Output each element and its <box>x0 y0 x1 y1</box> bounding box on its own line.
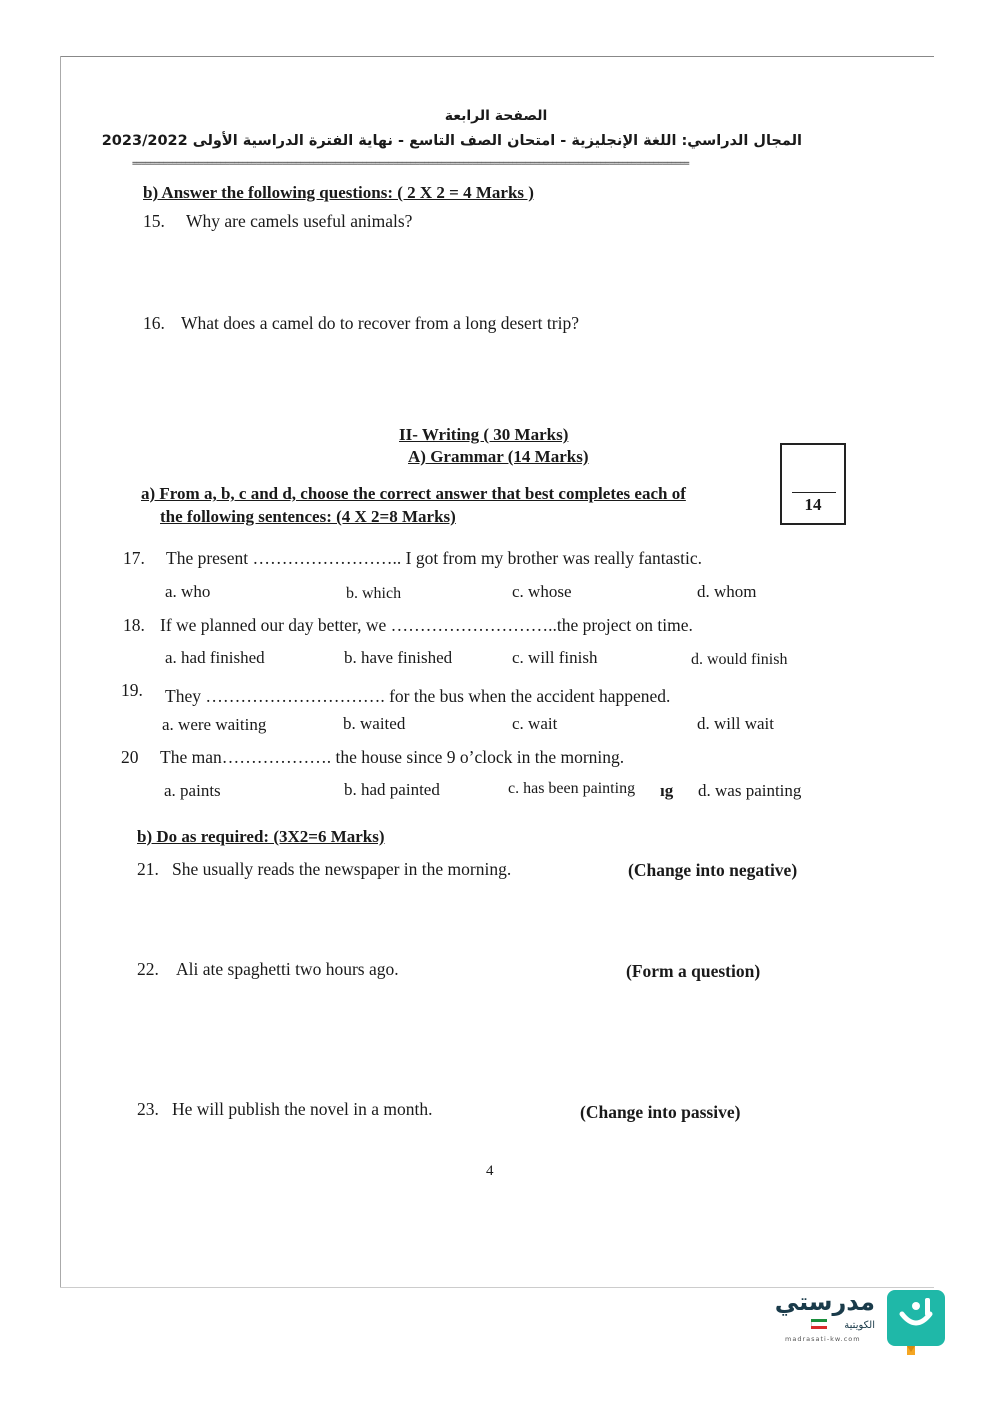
option: d. will wait <box>697 714 774 733</box>
question-number: 15. <box>143 211 165 231</box>
question-instruction: (Change into negative) <box>628 860 798 880</box>
section-b-title: b) Answer the following questions: ( 2 X 2 = 4 Marks ) <box>143 183 534 202</box>
scan-edge <box>60 56 61 1288</box>
score-line <box>792 492 836 493</box>
question-instruction: (Form a question) <box>626 961 761 981</box>
separator-dashes: ============================================================================================================================== <box>132 160 689 169</box>
page-border <box>60 56 934 57</box>
option: a. who <box>165 582 211 601</box>
logo-url: madrasati-kw.com <box>785 1335 861 1343</box>
logo-text: مدرستي <box>774 1288 875 1316</box>
question-instruction: (Change into passive) <box>580 1102 741 1122</box>
option: b. have finished <box>344 648 453 667</box>
question-number: 22. <box>137 959 159 979</box>
question-number: 16. <box>143 313 165 333</box>
page-number: 4 <box>486 1163 494 1179</box>
option: a. had finished <box>165 648 265 667</box>
question-number: 20 <box>121 747 139 767</box>
question-text: The present …………………….. I got from my brother was really fantastic. <box>166 548 703 568</box>
subject-line: المجال الدراسي: اللغة الإنجليزية - امتحان الصف التاسع - نهاية الفترة الدراسية الأولى 2023/2022 <box>101 133 802 149</box>
option: d. whom <box>697 582 757 601</box>
part-a-instruction-cont: the following sentences: (4 X 2=8 Marks) <box>160 507 456 526</box>
question-text: They …………………………. for the bus when the accident happened. <box>165 686 671 706</box>
option: c. has been painting <box>508 780 636 797</box>
logo-badge-icon <box>885 1288 947 1348</box>
question-number: 18. <box>123 615 145 635</box>
question-text: She usually reads the newspaper in the morning. <box>172 859 512 879</box>
part-a-instruction: a) From a, b, c and d, choose the correct answer that best completes each of <box>141 484 686 503</box>
part-b-title: b) Do as required: (3X2=6 Marks) <box>137 827 385 846</box>
option: b. which <box>346 585 402 602</box>
kuwait-flag-icon <box>811 1319 827 1329</box>
option: a. paints <box>164 781 221 800</box>
page-label: الصفحة الرابعة <box>444 108 548 124</box>
option: a. were waiting <box>162 715 267 734</box>
madrasati-logo <box>774 1286 953 1366</box>
option: b. waited <box>343 714 406 733</box>
writing-title: II- Writing ( 30 Marks) <box>399 425 569 444</box>
question-number: 19. <box>121 680 143 700</box>
stray-text: ıg <box>660 781 674 800</box>
score-box <box>780 443 846 525</box>
question-text: If we planned our day better, we ………………………..the project on time. <box>160 615 693 635</box>
grammar-title: A) Grammar (14 Marks) <box>408 447 589 466</box>
question-text: Ali ate spaghetti two hours ago. <box>176 959 399 979</box>
question-text: What does a camel do to recover from a long desert trip? <box>181 313 579 333</box>
score-value: 14 <box>804 495 822 514</box>
option: b. had painted <box>344 780 440 799</box>
question-text: He will publish the novel in a month. <box>172 1099 433 1119</box>
question-number: 21. <box>137 859 159 879</box>
question-text: Why are camels useful animals? <box>186 211 413 231</box>
option: c. will finish <box>512 648 598 667</box>
option: c. wait <box>512 714 558 733</box>
logo-subtitle: الكويتية <box>844 1320 875 1331</box>
question-number: 23. <box>137 1099 159 1119</box>
question-text: The man………………. the house since 9 o’clock in the morning. <box>160 747 625 767</box>
option: d. was painting <box>698 781 802 800</box>
option: d. would finish <box>691 651 788 668</box>
option: c. whose <box>512 582 572 601</box>
question-number: 17. <box>123 548 145 568</box>
